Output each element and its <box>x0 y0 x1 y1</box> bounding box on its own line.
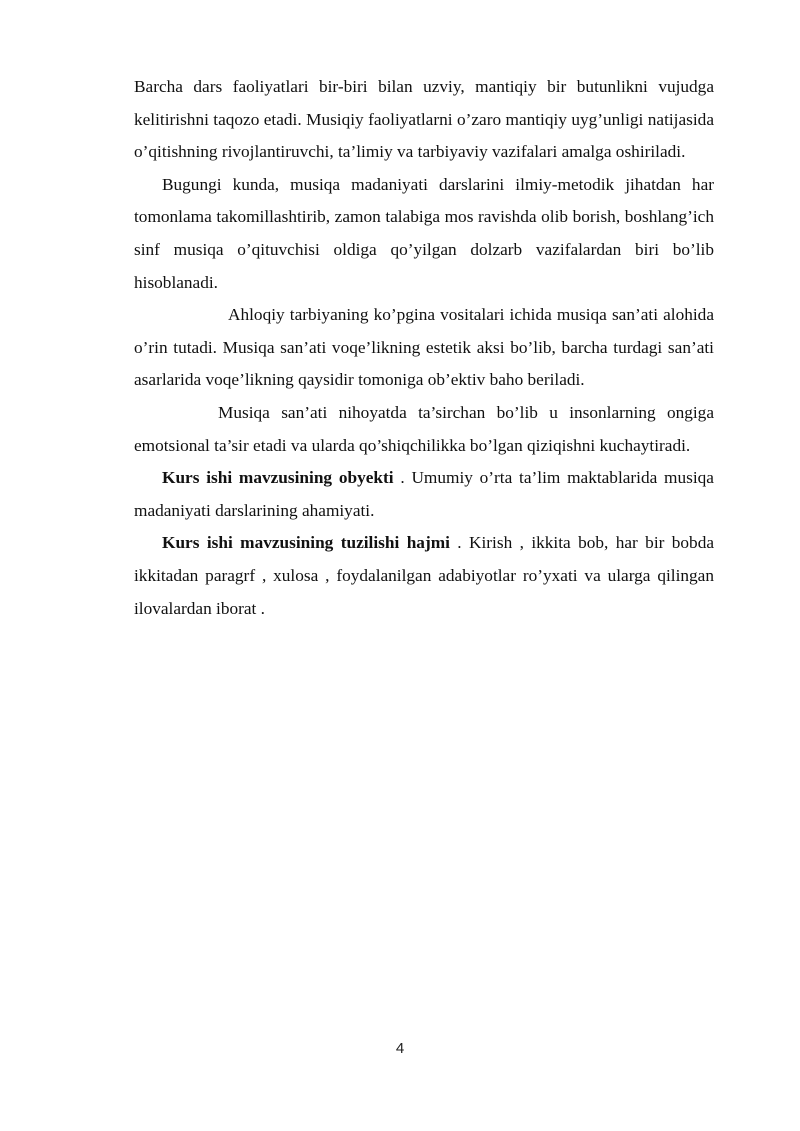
paragraph-3-text: Ahloqiy tarbiyaning ko’pgina vositalari ichida musiqa san’ati alohida o’rin tutadi. Musiqa san’ati voqe’likning estetik aksi bo’lib, barcha turdagi san’ati asarlarida voqe’likning qaysidir tomoniga ob’ektiv baho beriladi. <box>134 305 714 390</box>
paragraph-2 <box>134 169 714 299</box>
paragraph-2-text: Bugungi kunda, musiqa madaniyati darslarini ilmiy-metodik jihatdan har tomonlama takomillashtirib, zamon talabiga mos ravishda olib borish, boshlang’ich sinf musiqa o’qituvchisi oldiga qo’yilgan dolzarb vazifalardan biri bo’lib hisoblanadi. <box>134 174 714 292</box>
paragraph-6 <box>134 527 714 625</box>
page-number: 4 <box>395 1040 405 1057</box>
paragraph-1-text: Barcha dars faoliyatlari bir-biri bilan uzviy, mantiqiy bir butunlikni vujudga kelitirishni taqozo etadi. Musiqiy faoliyatlarni o’zaro mantiqiy uyg’unligi natijasida o’qitishning rivojlantiruvchi, ta’limiy va tarbiyaviy vazifalari amalga oshiriladi. <box>134 77 714 162</box>
paragraph-6-text: . Kirish , ikkita bob, har bir bobda ikkitadan paragrf , xulosa , foydalanilgan adabiyotlar ro’yxati va ularga qilingan ilovalardan iborat . <box>134 533 714 618</box>
paragraph-4 <box>134 397 714 462</box>
paragraph-4-text: Musiqa san’ati nihoyatda ta’sirchan bo’lib u insonlarning ongiga emotsional ta’sir etadi va ularda qo’shiqchilikka bo’lgan qiziqishni kuchaytiradi. <box>134 402 714 455</box>
paragraph-5-text: . Umumiy o’rta ta’lim maktablarida musiqa madaniyati darslarining ahamiyati. <box>134 468 714 520</box>
paragraph-1 <box>134 71 714 169</box>
paragraph-5 <box>134 462 714 527</box>
paragraph-5-heading: Kurs ishi mavzusining obyekti <box>162 468 394 488</box>
document-page <box>134 71 714 625</box>
paragraph-3 <box>134 299 714 397</box>
paragraph-6-heading: Kurs ishi mavzusining tuzilishi hajmi <box>162 533 450 553</box>
